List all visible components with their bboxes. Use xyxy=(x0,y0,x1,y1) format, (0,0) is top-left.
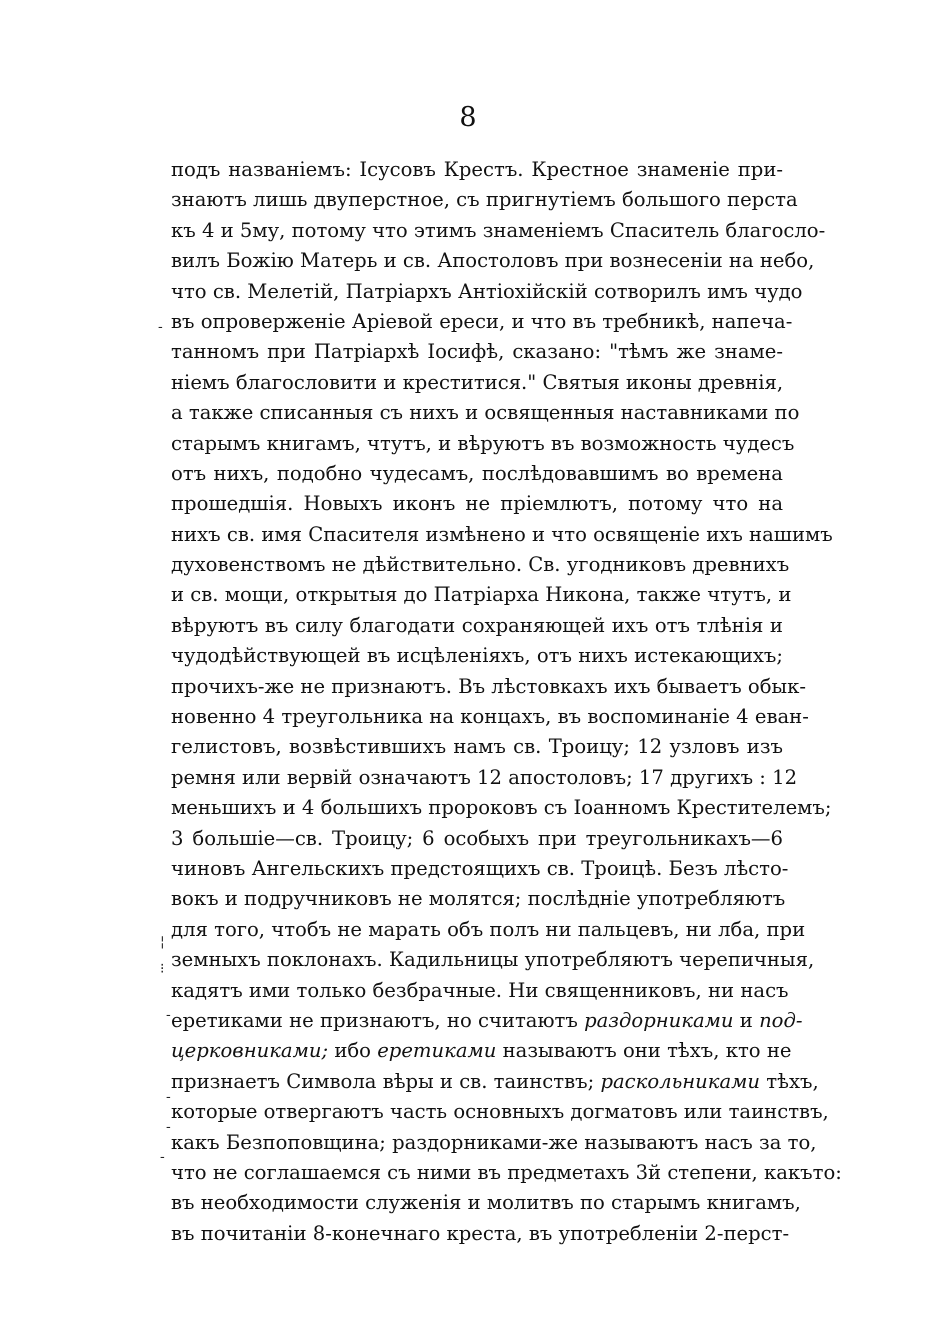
text-run: въ почитаніи 8-конечнаго креста, въ употребленіи 2-перст- xyxy=(171,1221,790,1245)
text-run: называютъ они тѣхъ, кто не xyxy=(496,1039,792,1063)
text-run: старымъ книгамъ, чтутъ, и вѣруютъ въ возможность чудесъ xyxy=(171,431,795,455)
text-line xyxy=(171,489,783,519)
text-line xyxy=(171,398,800,428)
text-run: признаетъ Символа вѣры и св. таинствъ; xyxy=(171,1069,601,1093)
margin-mark: - xyxy=(166,1007,171,1023)
text-run: къ 4 и 5му, потому что этимъ знаменіемъ Спаситель благосло- xyxy=(171,218,826,242)
text-run: которые отвергаютъ часть основныхъ догматовъ или таинствъ, xyxy=(171,1100,829,1124)
text-run: а также списанныя съ нихъ и освященныя наставниками по xyxy=(171,401,800,425)
text-run: тѣхъ, xyxy=(760,1069,819,1093)
text-run: и св. мощи, открытыя до Патріарха Никона, также чтутъ, и xyxy=(171,583,792,607)
text-line xyxy=(171,1097,829,1127)
text-line xyxy=(171,945,815,975)
text-line xyxy=(171,337,783,367)
text-line xyxy=(171,520,833,550)
text-run: духовенствомъ не дѣйствительно. Св. угодниковъ древнихъ xyxy=(171,553,790,577)
text-run: ремня или вервій означаютъ 12 апостоловъ; 17 другихъ : 12 xyxy=(171,765,798,789)
text-run: и xyxy=(733,1008,760,1032)
margin-mark: - xyxy=(160,1149,165,1165)
text-line xyxy=(171,1158,842,1188)
text-line xyxy=(171,1036,792,1066)
italic-text: под- xyxy=(759,1008,803,1032)
text-run: въ необходимости служенія и молитвъ по старымъ книгамъ, xyxy=(171,1191,801,1215)
text-run: прошедшія. Новыхъ иконъ не пріемлютъ, потому что на xyxy=(171,492,783,516)
text-run: отъ нихъ, подобно чудесамъ, послѣдовавшимъ во времена xyxy=(171,461,783,485)
text-run: прочихъ-же не признаютъ. Въ лѣстовкахъ ихъ бываетъ обык- xyxy=(171,674,806,698)
text-run: чудодѣйствующей въ исцѣленіяхъ, отъ нихъ истекающихъ; xyxy=(171,644,783,668)
text-line xyxy=(171,732,783,762)
text-line xyxy=(171,672,806,702)
text-line xyxy=(171,155,783,185)
text-run: какъ Безпоповщина; раздорниками-же называютъ насъ за то, xyxy=(171,1130,817,1154)
text-run: кадятъ ими только безбрачные. Ни священниковъ, ни насъ xyxy=(171,978,789,1002)
text-line xyxy=(171,824,783,854)
text-run: въ опроверженіе Аріевой ереси, и что въ требникѣ, напеча- xyxy=(171,309,793,333)
text-line xyxy=(171,580,792,610)
margin-mark: - xyxy=(166,1089,171,1105)
text-line xyxy=(171,854,789,884)
text-run: гелистовъ, возвѣстившихъ намъ св. Троицу; 12 узловъ изъ xyxy=(171,735,783,759)
text-line xyxy=(171,1006,803,1036)
text-run: еретиками не признаютъ, но считаютъ xyxy=(171,1008,585,1032)
margin-mark: - xyxy=(158,319,163,335)
text-run: ніемъ благословити и креститися." Святыя иконы древнія, xyxy=(171,370,784,394)
text-run: вокъ и подручниковъ не молятся; послѣдніе употребляютъ xyxy=(171,887,786,911)
page-body-text xyxy=(171,155,842,1249)
text-run: 3 большіе—св. Троицу; 6 особыхъ при треугольникахъ—6 xyxy=(171,826,783,850)
text-run: танномъ при Патріархѣ Іосифѣ, сказано: "тѣмъ же знаме- xyxy=(171,340,783,364)
text-run: чиновъ Ангельскихъ предстоящихъ св. Троицѣ. Безъ лѣсто- xyxy=(171,856,789,880)
text-run: земныхъ поклонахъ. Кадильницы употребляютъ черепичныя, xyxy=(171,948,815,972)
text-line xyxy=(171,611,783,641)
italic-text: раздорниками xyxy=(584,1008,734,1032)
text-line xyxy=(171,976,789,1006)
text-line xyxy=(171,368,783,398)
text-run: вѣруютъ въ силу благодати сохраняющей ихъ отъ тлѣнія и xyxy=(171,613,783,637)
text-line xyxy=(171,246,815,276)
text-line xyxy=(171,459,783,489)
text-run: новенно 4 треугольника на концахъ, въ воспоминаніе 4 еван- xyxy=(171,705,809,729)
text-line xyxy=(171,216,826,246)
italic-text: раскольниками xyxy=(600,1069,761,1093)
page-number: 8 xyxy=(459,102,477,133)
text-line xyxy=(171,1128,817,1158)
text-run: знаютъ лишь двуперстное, съ пригнутіемъ большого перста xyxy=(171,188,798,212)
text-run: что св. Мелетій, Патріархъ Антіохійскій сотворилъ имъ чудо xyxy=(171,279,803,303)
text-run: для того, чтобъ не марать объ полъ ни пальцевъ, ни лба, при xyxy=(171,917,806,941)
margin-mark: ⁝ xyxy=(160,961,165,977)
margin-mark: ¦ xyxy=(160,934,165,950)
text-line xyxy=(171,915,806,945)
text-line xyxy=(171,641,783,671)
italic-text: еретиками xyxy=(377,1039,497,1063)
text-line xyxy=(171,702,809,732)
text-run: что не соглашаемся съ ними въ предметахъ 3й степени, какъто: xyxy=(171,1160,842,1184)
text-line xyxy=(171,277,803,307)
text-run: вилъ Божію Матерь и св. Апостоловъ при вознесеніи на небо, xyxy=(171,249,815,273)
text-line xyxy=(171,763,798,793)
text-line xyxy=(171,1067,819,1097)
text-line xyxy=(171,307,793,337)
text-line xyxy=(171,550,790,580)
margin-mark: - xyxy=(166,1119,171,1135)
text-run: ибо xyxy=(328,1039,378,1063)
text-line xyxy=(171,793,832,823)
text-line xyxy=(171,1219,790,1249)
text-line xyxy=(171,1188,801,1218)
italic-text: церковниками; xyxy=(171,1039,329,1063)
text-line xyxy=(171,429,795,459)
text-run: подъ названіемъ: Ісусовъ Крестъ. Крестное знаменіе при- xyxy=(171,158,783,181)
text-run: нихъ св. имя Спасителя измѣнено и что освященіе ихъ нашимъ xyxy=(171,522,833,546)
text-line xyxy=(171,884,786,914)
text-run: меньшихъ и 4 большихъ пророковъ съ Іоанномъ Крестителемъ; xyxy=(171,796,832,820)
text-line xyxy=(171,185,798,215)
